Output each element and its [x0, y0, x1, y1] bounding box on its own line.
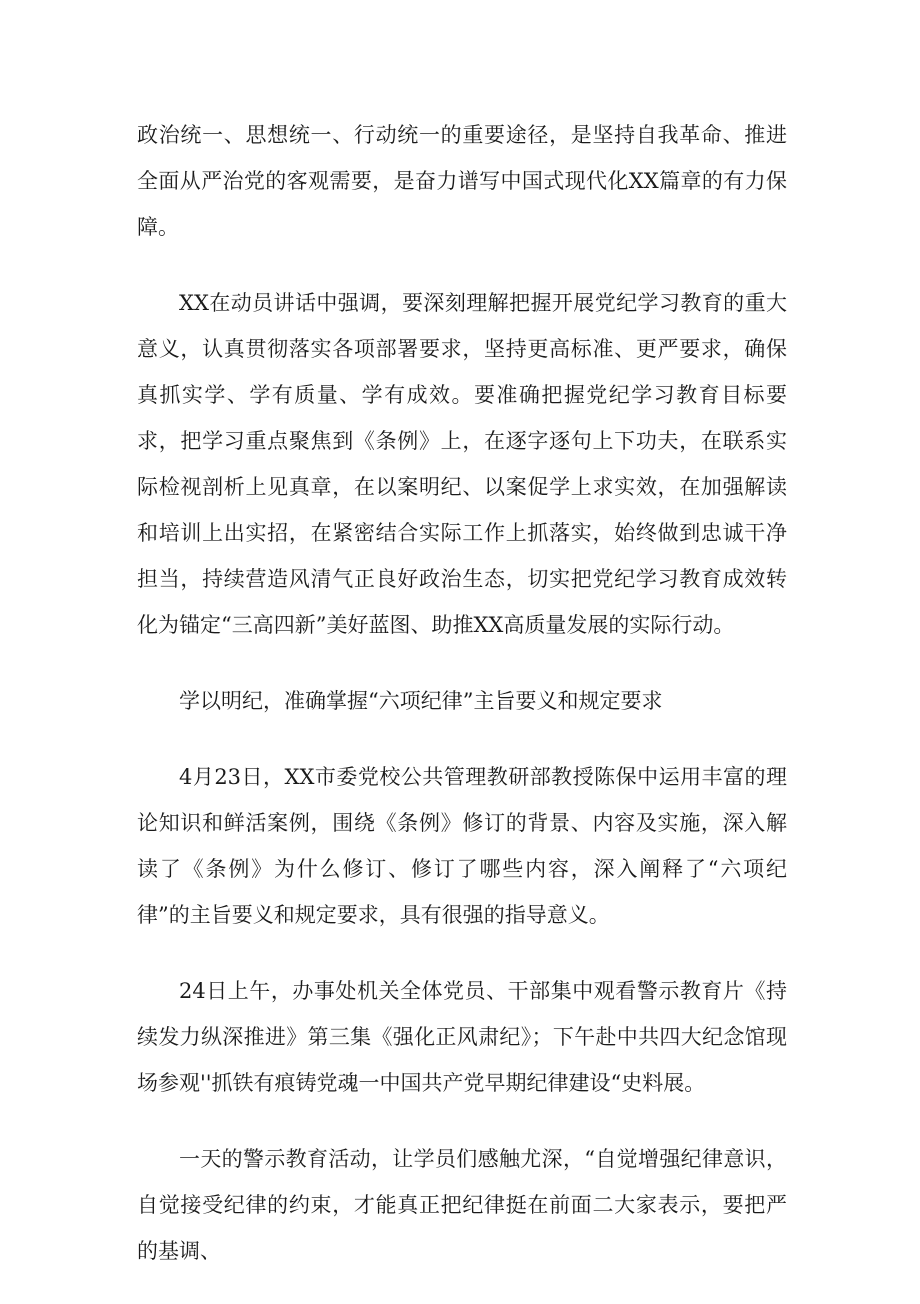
paragraph-5: 24日上午，办事处机关全体党员、干部集中观看警示教育片《持续发力纵深推进》第三集《强化正风肃纪》；下午赴中共四大纪念馆现场参观''抓铁有痕铸党魂一中国共产党早期纪律建设“史料展。	[137, 979, 787, 1095]
paragraph-1: 政治统一、思想统一、行动统一的重要途径，是坚持自我革命、推进全面从严治党的客观需要，是奋力谱写中国式现代化XX篇章的有力保障。	[137, 123, 787, 239]
section-heading: 学以明纪，准确掌握“六项纪律”主旨要义和规定要求	[179, 689, 663, 713]
paragraph-6: 一天的警示教育活动，让学员们感触尤深，“自觉增强纪律意识，自觉接受纪律的约束，才能真正把纪律挺在前面二大家表示，要把严的基调、	[137, 1147, 787, 1263]
paragraph-2: XX在动员讲话中强调，要深刻理解把握开展党纪学习教育的重大意义，认真贯彻落实各项部署要求，坚持更高标准、更严要求，确保真抓实学、学有质量、学有成效。要准确把握党纪学习教育目标要求，把学习重点聚焦到《条例》上，在逐字逐句上下功夫，在联系实际检视剖析上见真章，在以案明纪、以案促学上求实效，在加强解读和培训上出实招，在紧密结合实际工作上抓落实，始终做到忠诚干净担当，持续营造风清气正良好政治生态，切实把党纪学习教育成效转化为锚定“三高四新”美好蓝图、助推XX高质量发展的实际行动。	[137, 291, 787, 637]
document-body	[137, 112, 787, 1304]
paragraph-4: 4月23日，XX市委党校公共管理教研部教授陈保中运用丰富的理论知识和鲜活案例，围绕《条例》修订的背景、内容及实施，深入解读了《条例》为什么修订、修订了哪些内容，深入阐释了“六项纪律”的主旨要义和规定要求，具有很强的指导意义。	[137, 765, 787, 927]
